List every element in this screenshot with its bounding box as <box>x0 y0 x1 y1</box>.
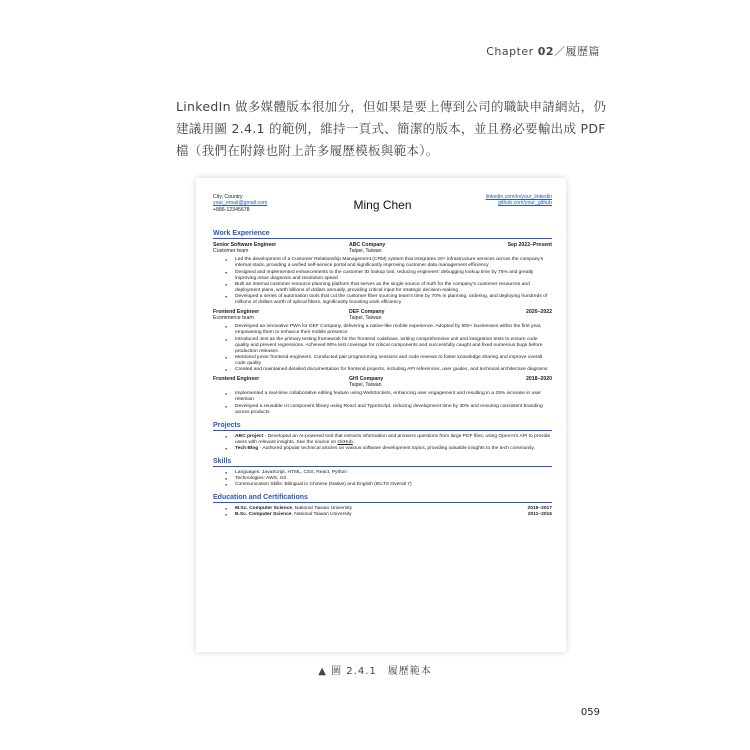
chapter-header <box>486 43 600 59</box>
resume-header <box>213 194 552 226</box>
section-title-projects: Projects <box>213 422 552 431</box>
job-entry <box>213 376 552 416</box>
job-bullet: ● Built an internal customer resource planning platform that serves as the single source of truth for the company's customer resources and deployment plans, worth billions of dollars annually, providing critical input for strategic decision-making <box>225 282 552 294</box>
contact-phone: +886-12345678 <box>213 206 250 213</box>
education-text <box>235 512 492 518</box>
resume-name: Ming Chen <box>353 198 412 212</box>
job-company: ABC Company <box>349 242 386 248</box>
job-bullet: ● Implemented a real-time collaborative editing feature using WebSockets, enhancing user engagement and resulting in a 25% increase in user retention <box>225 391 552 403</box>
job-location: Taipei, Taiwan <box>349 315 382 322</box>
job-dates: 2020–2022 <box>526 308 552 315</box>
project-item <box>225 434 552 446</box>
contact-location: City, Country <box>213 194 243 200</box>
github-link[interactable]: github.com/your_github <box>498 200 552 207</box>
resume-figure <box>196 178 566 652</box>
chapter-title: ／履歷篇 <box>554 45 600 58</box>
job-row-secondary <box>213 248 552 254</box>
education-school: , National Taiwan University <box>291 512 352 518</box>
job-title: Frontend Engineer <box>213 375 260 382</box>
job-bullet: ● Introduced Jest as the primary testing framework for the frontend codebase, writing comprehensive unit and integration tests to ensure code quality and prevent regressions. Achieved 90% test coverage for critical components and successfully caught and fixed numerous bugs before production releases. <box>225 337 552 355</box>
intro-paragraph: LinkedIn 做多媒體版本很加分，但如果是要上傳到公司的職缺申請網站，仍建議用圖 2.4.1 的範例，維持一頁式、簡潔的版本，並且務必要輸出成 PDF 檔（我們在附錄也附上許多履歷模板與範本）。 <box>176 99 607 158</box>
job-team <box>213 382 349 388</box>
job-row-secondary <box>213 315 552 321</box>
job-spacer <box>492 315 552 321</box>
education-school: , National Taiwan University <box>292 506 353 512</box>
education-degree: B.Sc. Computer Science <box>235 512 292 518</box>
jobs-list <box>213 242 552 416</box>
job-title: Frontend Engineer <box>213 308 260 315</box>
chapter-prefix: Chapter <box>486 45 538 58</box>
project-name: Tech Blog <box>235 445 259 451</box>
job-bullets <box>225 257 552 306</box>
job-company: DEF Company <box>349 308 385 315</box>
job-bullet: ● Developed a series of automation tools that cut the customer fiber sourcing team's time by 70% in planning, ordering, and deploying hundreds of millions of dollars worth of optical fibers, significantly boosting work efficiency <box>225 294 552 306</box>
skill-item: ● Technologies: AWS, Git <box>225 476 552 482</box>
job-bullet: ● Led the development of a Customer Relationship Management (CRM) system that integrates 20+ infrastructure services across the company's internal stack, providing a unified self-service portal and significantly improving customer data management efficiency <box>225 257 552 269</box>
chapter-number: 02 <box>537 45 554 58</box>
job-bullet: ● Developed an innovative PWA for DEF Company, delivering a native-like mobile experience. Adopted by 500+ businesses within the first year, empowering them to enhance their mobile presence <box>225 324 552 336</box>
job-bullet: ● Mentored junior frontend engineers. Conducted pair programming sessions and code reviews to foster knowledge sharing and improve overall code quality <box>225 355 552 367</box>
job-bullet: ● Designed and implemented enhancements to the customer ID lookup tool, reducing engineers' debugging lookup time by 75% and greatly improving issue diagnosis and resolution speed <box>225 270 552 282</box>
job-title: Senior Software Engineer <box>213 242 277 248</box>
education-list <box>225 506 552 518</box>
job-bullet: ● Developed a reusable UI component library using React and TypeScript, reducing development time by 30% and ensuring consistent branding across products <box>225 404 552 416</box>
job-row-secondary <box>213 382 552 388</box>
skill-item: ● Languages: JavaScript, HTML, CSS, React, Python <box>225 470 552 476</box>
job-team: Ecommerce team <box>213 315 254 322</box>
job-company: GHI Company <box>349 375 384 382</box>
job-location: Taipei, Taiwan <box>349 248 382 255</box>
project-text: - Developed an AI-powered tool that extracts information and answers questions from large PDF files, using OpenAI's API to provide users with relevant insights. See the source on <box>235 433 551 445</box>
linkedin-link[interactable]: linkedin.com/in/your_linkedin <box>485 194 552 200</box>
job-bullets <box>225 324 552 373</box>
skill-item: ● Communication Skills: Bilingual in Chinese (Native) and English (IELTS Overall 7) <box>225 482 552 488</box>
job-location: Taipei, Taiwan <box>349 382 382 389</box>
job-spacer <box>492 248 552 254</box>
job-entry <box>213 309 552 373</box>
education-item <box>225 512 552 518</box>
project-link[interactable]: GitHub <box>337 439 353 445</box>
profile-links <box>486 194 552 207</box>
section-title-education: Education and Certifications <box>213 494 552 503</box>
education-years: 2011–2015 <box>527 512 552 518</box>
job-bullets <box>225 391 552 415</box>
job-dates: 2018–2020 <box>526 375 552 382</box>
project-item <box>225 446 552 452</box>
job-dates: Sep 2022–Present <box>507 242 552 248</box>
job-bullet: ● Created and maintained detailed documentation for frontend projects, including API references, user guides, and technical architecture diagrams <box>225 367 552 373</box>
page-number: 059 <box>580 707 600 718</box>
job-entry <box>213 242 552 306</box>
figure-caption: ▲ 圖 2.4.1 履歷範本 <box>318 666 432 677</box>
job-team: Customer team <box>213 248 249 255</box>
contact-email[interactable]: your_email@gmail.com <box>213 200 268 207</box>
projects-list <box>225 434 552 452</box>
education-years: 2015–2017 <box>527 506 552 512</box>
project-end: . <box>352 439 355 445</box>
project-name: ABC project <box>235 433 264 439</box>
education-degree: M.Sc. Computer Science <box>235 506 293 512</box>
section-title-work: Work Experience <box>213 230 552 239</box>
section-title-skills: Skills <box>213 458 552 467</box>
skills-list <box>225 470 552 488</box>
project-text: - Authored popular technical articles on various software development topics, providing valuable insights to the tech community. <box>258 445 535 451</box>
job-spacer <box>492 382 552 388</box>
